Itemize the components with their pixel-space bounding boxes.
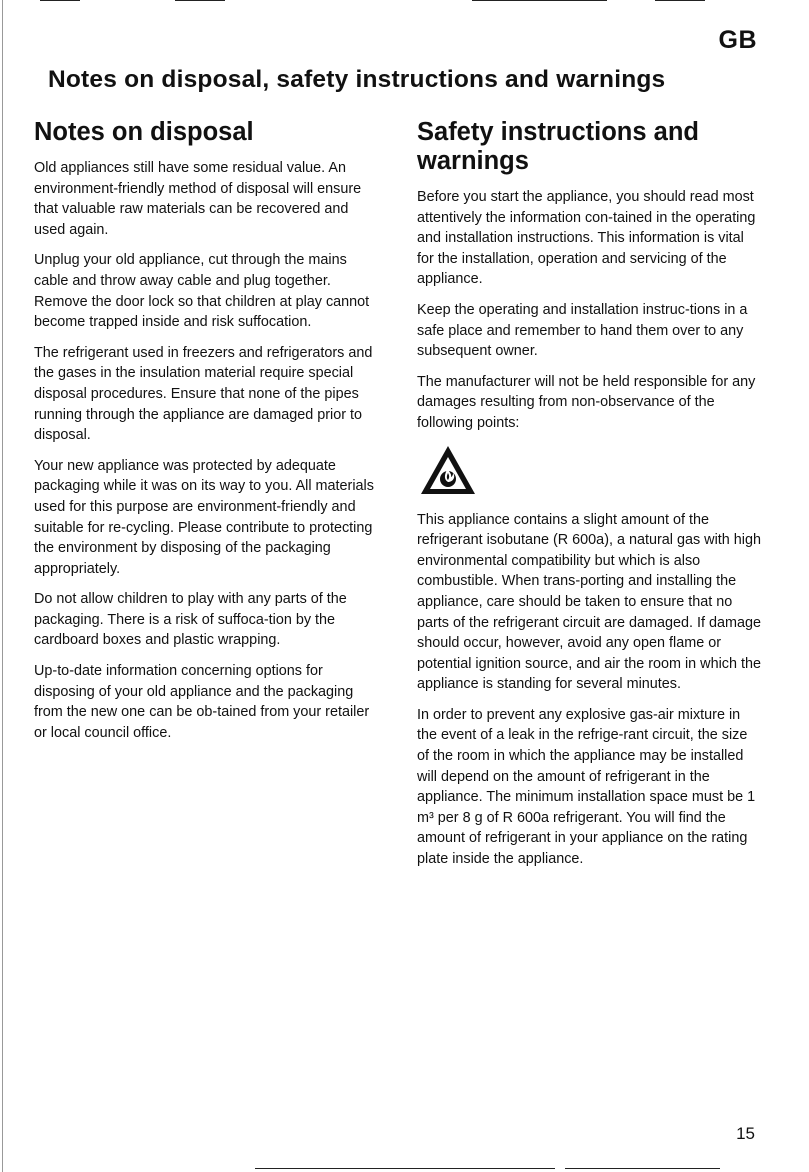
page-number: 15	[736, 1124, 755, 1143]
warning-paragraph: This appliance contains a slight amount of the refrigerant isobutane (R 600a), a natural gas with high environmental compatibility but which is also combustible. When trans-porting and installing the appliance, care should be taken to ensure that no parts of the refrigerant circuit are damaged. If damage should occur, however, avoid any open flame or potential ignition source, and air the room in which the appliance is standing for several minutes.	[417, 511, 761, 693]
flammable-warning-triangle-icon	[419, 444, 477, 496]
page-title: Notes on disposal, safety instructions and warnings	[48, 66, 666, 93]
language-code: GB	[718, 26, 757, 54]
safety-heading: Safety instructions and warnings	[417, 118, 699, 175]
top-scan-rule	[655, 0, 705, 1]
disposal-paragraph: The refrigerant used in freezers and refrigerators and the gases in the insulation material require special disposal procedures. Ensure that none of the pipes running through the appliance are damaged prior to disposal.	[34, 344, 373, 444]
disposal-paragraph: Remove the door lock so that children at play cannot become trapped inside and risk suffocation.	[34, 293, 370, 331]
bottom-scan-rule	[565, 1168, 720, 1169]
left-scan-edge	[2, 0, 3, 1172]
disposal-paragraph: Old appliances still have some residual value. An environment-friendly method of disposal will ensure that valuable raw materials can be recovered and used again.	[34, 160, 362, 238]
safety-paragraph: Keep the operating and installation instruc-tions in a safe place and remember to hand them over to any subsequent owner.	[417, 301, 748, 360]
disposal-section	[34, 118, 379, 753]
disposal-paragraph: Your new appliance was protected by adequate packaging while it was on its way to you. All materials used for this purpose are environment-friendly and suitable for re-cycling. Please contribute to protecting the environment by disposing of the packaging appropriately.	[34, 457, 374, 577]
bottom-scan-rule	[255, 1168, 555, 1169]
safety-section	[417, 118, 762, 880]
top-scan-rule	[472, 0, 607, 1]
warning-paragraph: In order to prevent any explosive gas-air mixture in the event of a leak in the refrige-rant circuit, the size of the room in which the appliance may be installed will depend on the amount of refrigerant in the appliance. The minimum installation space must be 1 m³ per 8 g of R 600a refrigerant. You will find the amount of refrigerant in your appliance on the rating plate inside the appliance.	[417, 706, 756, 868]
top-scan-rule	[40, 0, 80, 1]
top-scan-rule	[175, 0, 225, 1]
safety-paragraph: Before you start the appliance, you should read most attentively the information con-tained in the operating and installation instructions. This information is vital for the installation, operation and servicing of the appliance.	[417, 189, 756, 288]
disposal-heading: Notes on disposal	[34, 118, 254, 146]
safety-paragraph: The manufacturer will not be held responsible for any damages resulting from non-observance of the following points:	[417, 373, 756, 431]
disposal-paragraph: Up-to-date information concerning options for disposing of your old appliance and the packaging from the new one can be ob-tained from your retailer or local council office.	[34, 663, 370, 741]
disposal-paragraph: Unplug your old appliance, cut through the mains cable and throw away cable and plug together.	[34, 252, 347, 289]
disposal-paragraph: Do not allow children to play with any parts of the packaging. There is a risk of suffoca-tion by the cardboard boxes and plastic wrapping.	[34, 591, 347, 649]
